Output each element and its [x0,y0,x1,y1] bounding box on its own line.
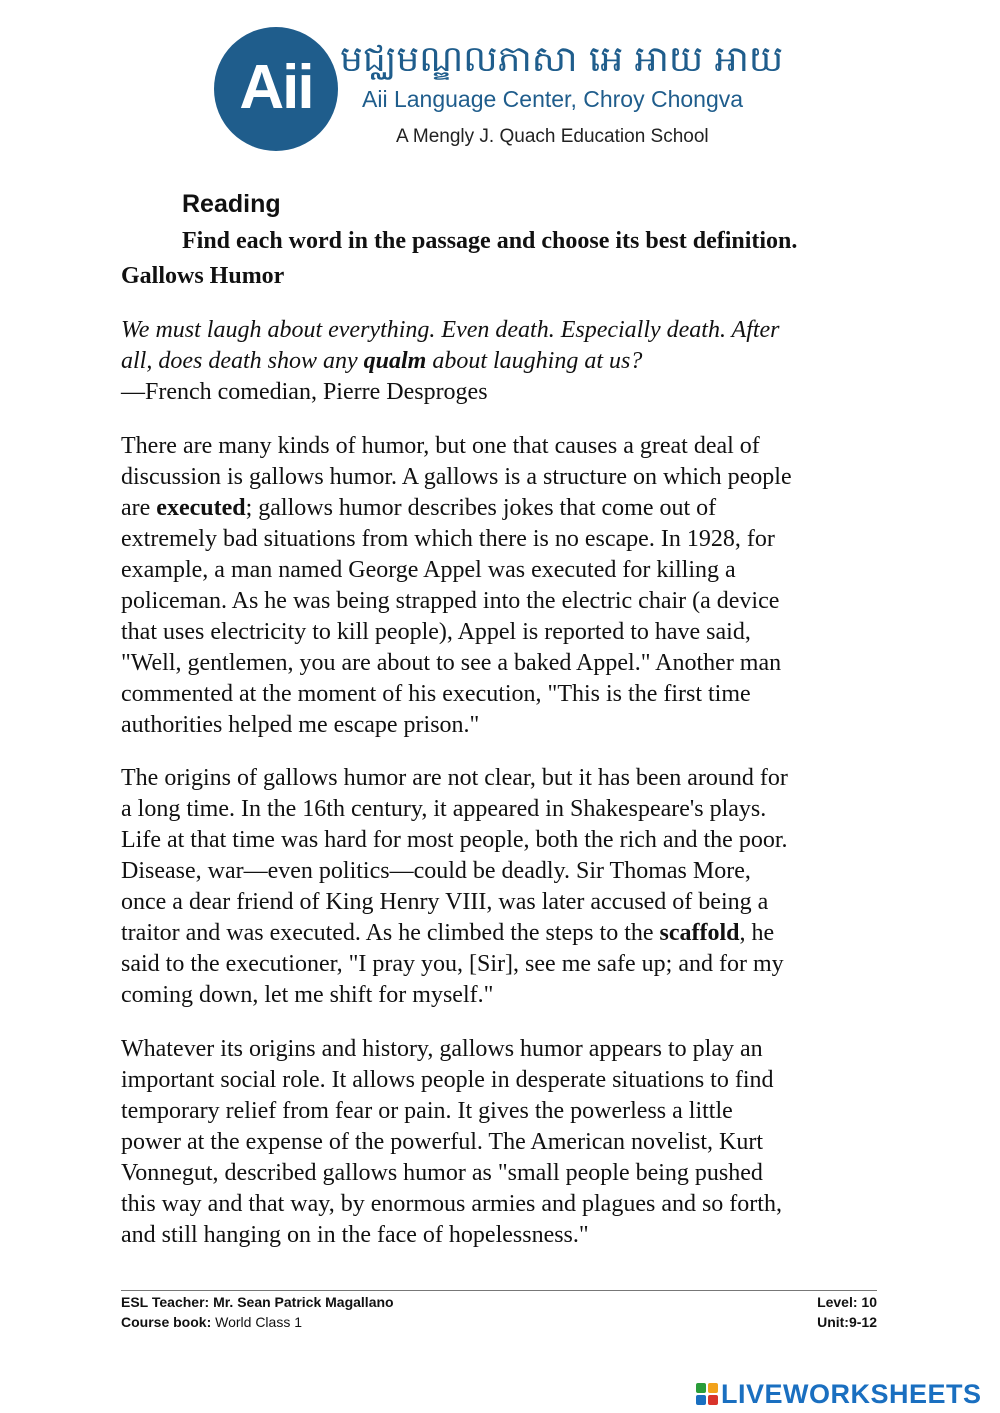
school-header [0,0,1000,170]
vocab-word-scaffold: scaffold [659,920,740,946]
epigraph-attribution: —French comedian, Pierre Desproges [121,379,488,405]
vocab-word-qualm: qualm [363,348,427,374]
text-line: The origins of gallows humor are not clear, but it has been around for [121,765,788,791]
footer-divider [121,1290,877,1291]
text-line: traitor and was executed. As he climbed the steps to the scaffold, he [121,920,775,946]
paragraph-3 [121,1034,881,1251]
course-label: Course book: [121,1314,212,1330]
level-label: Level: 10 [817,1294,877,1310]
passage-title: Gallows Humor [121,263,285,289]
epigraph-line: We must laugh about everything. Even death. Especially death. After [121,317,780,343]
text-line: "Well, gentlemen, you are about to see a baked Appel." Another man [121,650,782,676]
text-line: that uses electricity to kill people), Appel is reported to have said, [121,619,751,645]
text-line: temporary relief from fear or pain. It gives the powerless a little [121,1098,733,1124]
text-line: Life at that time was hard for most people, both the rich and the poor. [121,827,788,853]
epigraph [121,315,881,408]
text-line: once a dear friend of King Henry VIII, was later accused of being a [121,889,769,915]
instruction: Find each word in the passage and choose its best definition. [182,228,798,254]
paragraph-2 [121,763,881,1011]
text-line: authorities helped me escape prison." [121,712,480,738]
teacher-label: ESL Teacher: Mr. Sean Patrick Magallano [121,1294,394,1310]
text-line: policeman. As he was being strapped into the electric chair (a device [121,588,780,614]
text-line: are executed; gallows humor describes jokes that come out of [121,495,717,521]
text-line: Vonnegut, described gallows humor as "small people being pushed [121,1160,763,1186]
text-line: Whatever its origins and history, gallows humor appears to play an [121,1036,763,1062]
text-line: Disease, war—even politics—could be deadly. Sir Thomas More, [121,858,751,884]
school-name-khmer: មជ្ឈមណ្ឌលភាសា អេ អាយ អាយ [340,39,784,80]
text-line: There are many kinds of humor, but one that causes a great deal of [121,433,760,459]
text-line: and still hanging on in the face of hopelessness." [121,1222,589,1248]
logo-letters: Aii [239,53,313,122]
liveworksheets-watermark [696,1380,982,1408]
liveworksheets-text: LIVEWORKSHEETS [721,1379,982,1409]
footer-row-2 [121,1313,877,1331]
text-line: example, a man named George Appel was executed for killing a [121,557,736,583]
text-line: a long time. In the 16th century, it appeared in Shakespeare's plays. [121,796,767,822]
vocab-word-executed: executed [156,495,246,521]
course-value: World Class 1 [211,1314,303,1330]
school-name: Aii Language Center, Chroy Chongva [362,86,744,112]
text-line: discussion is gallows humor. A gallows is a structure on which people [121,464,792,490]
liveworksheets-logo-icon [696,1383,718,1405]
text-line: said to the executioner, "I pray you, [Sir], see me safe up; and for my [121,951,784,977]
epigraph-line: all, does death show any qualm about laughing at us? [121,348,643,374]
text-line: commented at the moment of his execution, "This is the first time [121,681,751,707]
text-line: power at the expense of the powerful. The American novelist, Kurt [121,1129,764,1155]
paragraph-1 [121,431,881,741]
school-tagline: A Mengly J. Quach Education School [396,126,709,147]
text-line: important social role. It allows people in desperate situations to find [121,1067,774,1093]
text-line: coming down, let me shift for myself." [121,982,494,1008]
school-logo [214,27,338,151]
text-line: extremely bad situations from which there is no escape. In 1928, for [121,526,775,552]
unit-label: Unit:9-12 [817,1314,877,1330]
footer-row-1 [121,1293,877,1311]
text-line: this way and that way, by enormous armies and plagues and so forth, [121,1191,782,1217]
section-label: Reading [182,190,281,218]
